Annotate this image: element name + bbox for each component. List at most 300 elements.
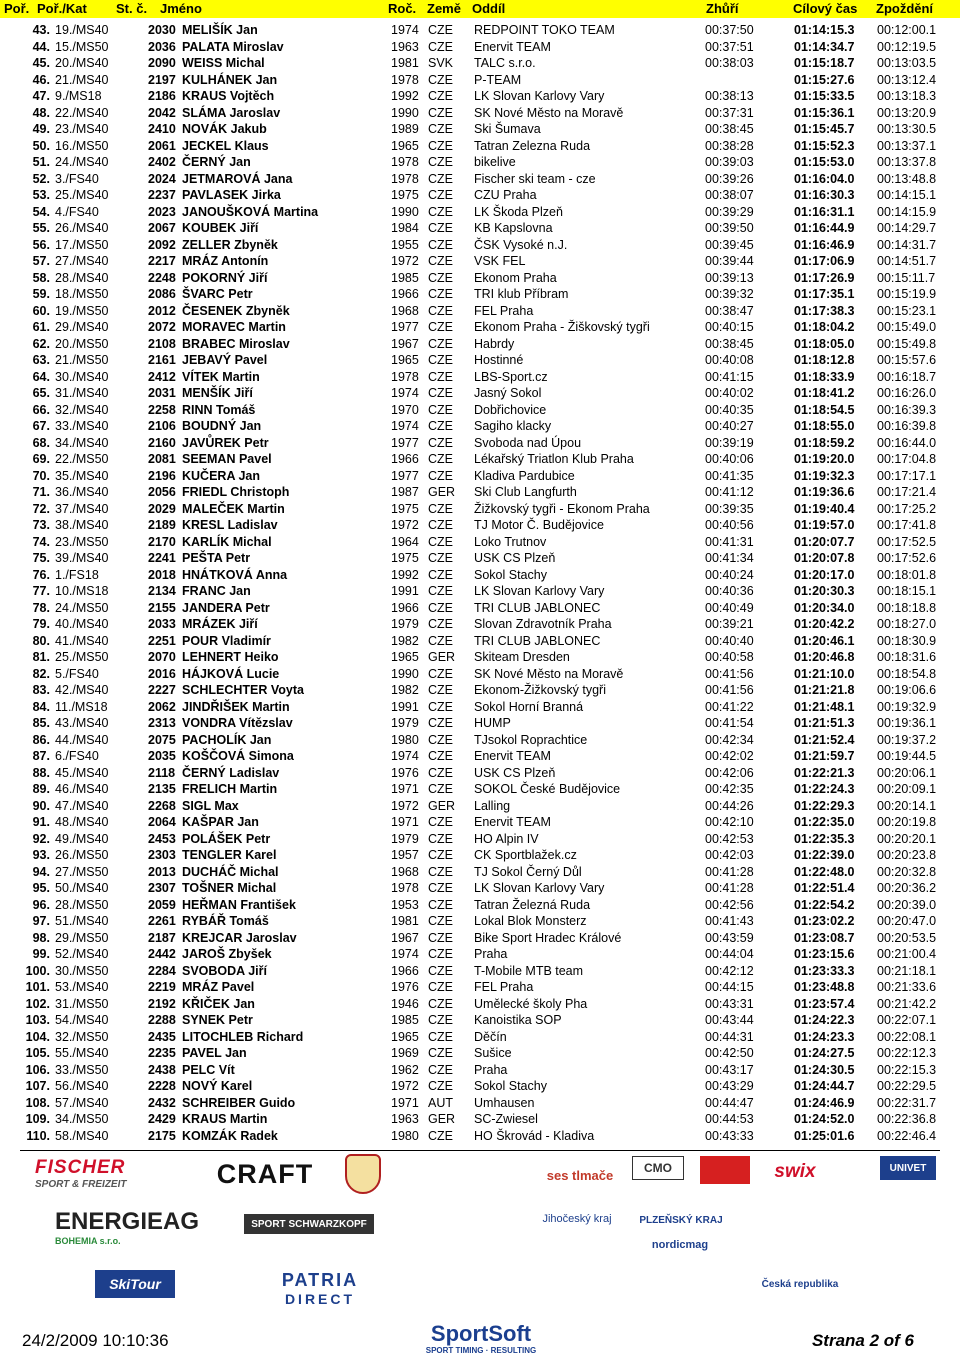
result-start-number: 2092 [148, 237, 176, 252]
print-datetime: 24/2/2009 10:10:36 [22, 1331, 169, 1350]
result-club: Dobřichovice [474, 402, 547, 417]
result-category-rank: 31./MS50 [55, 996, 109, 1011]
table-row [0, 369, 960, 386]
result-country: CZE [428, 963, 453, 978]
result-birth-year: 1968 [391, 303, 419, 318]
result-category-rank: 52./MS40 [55, 947, 109, 961]
result-start-number: 2196 [148, 468, 176, 483]
result-category-rank: 10./MS18 [55, 584, 109, 598]
result-country: CZE [428, 1079, 453, 1093]
result-name: JANDERA Petr [182, 600, 270, 615]
result-finish-time: 01:23:08.7 [794, 930, 855, 945]
result-finish-time: 01:21:51.3 [794, 716, 855, 730]
table-row [0, 187, 960, 204]
result-country: CZE [428, 996, 453, 1011]
result-birth-year: 1980 [391, 732, 419, 747]
result-split-time: 00:41:12 [705, 485, 754, 499]
result-category-rank: 29./MS50 [55, 930, 109, 945]
header-finish: Cílový čas [793, 1, 858, 16]
result-position: 51. [32, 155, 50, 169]
result-position: 106. [25, 1062, 50, 1077]
result-time-gap: 00:20:19.8 [877, 815, 937, 829]
result-country: CZE [428, 864, 453, 879]
result-country: CZE [428, 369, 453, 384]
result-country: CZE [428, 204, 453, 219]
result-birth-year: 1984 [391, 221, 419, 235]
result-name: PAVLASEK Jirka [182, 188, 281, 202]
result-start-number: 2029 [148, 501, 176, 516]
result-club: ČSK Vysoké n.J. [474, 237, 568, 252]
table-row [0, 996, 960, 1013]
result-name: JAVŮREK Petr [182, 435, 269, 450]
result-split-time: 00:44:04 [705, 947, 754, 961]
result-time-gap: 00:20:23.8 [877, 848, 937, 862]
result-start-number: 2030 [148, 23, 176, 37]
result-split-time: 00:42:34 [705, 732, 754, 747]
result-birth-year: 1962 [391, 1062, 419, 1077]
club-crest-icon [345, 1154, 381, 1194]
result-birth-year: 1974 [391, 23, 419, 37]
result-birth-year: 1971 [391, 782, 419, 796]
result-category-rank: 34./MS40 [55, 435, 109, 450]
result-finish-time: 01:16:04.0 [794, 171, 855, 186]
result-position: 68. [32, 435, 50, 450]
result-finish-time: 01:22:35.3 [794, 831, 855, 846]
result-country: CZE [428, 782, 453, 796]
table-row [0, 1012, 960, 1029]
result-club: Loko Trutnov [474, 534, 547, 549]
result-club: TJ Sokol Černý Důl [474, 864, 582, 879]
result-time-gap: 00:18:18.8 [877, 600, 937, 615]
result-start-number: 2081 [148, 452, 176, 466]
result-split-time: 00:40:35 [705, 402, 754, 417]
result-country: GER [428, 1112, 456, 1126]
result-category-rank: 18./MS50 [55, 287, 109, 301]
result-split-time: 00:42:02 [705, 749, 754, 763]
result-finish-time: 01:20:46.1 [794, 633, 855, 648]
result-split-time: 00:44:53 [705, 1112, 754, 1126]
result-finish-time: 01:19:40.4 [794, 501, 855, 516]
result-split-time: 00:41:34 [705, 551, 754, 565]
table-row [0, 1029, 960, 1046]
result-time-gap: 00:20:53.5 [877, 930, 937, 945]
result-country: CZE [428, 930, 453, 945]
result-country: CZE [428, 914, 453, 928]
result-finish-time: 01:17:06.9 [794, 254, 855, 268]
table-row [0, 781, 960, 798]
result-time-gap: 00:19:44.5 [877, 749, 937, 763]
result-position: 107. [25, 1079, 50, 1093]
result-name: JETMAROVÁ Jana [182, 171, 293, 186]
result-time-gap: 00:21:00.4 [877, 947, 937, 961]
result-category-rank: 54./MS40 [55, 1013, 109, 1027]
result-split-time: 00:41:31 [705, 534, 754, 549]
result-time-gap: 00:19:37.2 [877, 732, 937, 747]
result-split-time: 00:42:35 [705, 782, 754, 796]
result-position: 86. [32, 732, 50, 747]
result-split-time: 00:39:44 [705, 254, 754, 268]
result-birth-year: 1964 [391, 534, 419, 549]
result-finish-time: 01:19:32.3 [794, 468, 855, 483]
fischer-logo-text: FISCHER [35, 1156, 126, 1178]
result-start-number: 2284 [148, 963, 176, 978]
result-position: 90. [32, 798, 50, 813]
result-split-time: 00:40:27 [705, 419, 754, 433]
result-finish-time: 01:22:35.0 [794, 815, 855, 829]
patria-logo [260, 1268, 380, 1308]
table-row [0, 831, 960, 848]
univet-logo: UNIVET [880, 1156, 936, 1180]
result-split-time: 00:39:45 [705, 237, 754, 252]
table-row [0, 451, 960, 468]
result-time-gap: 00:17:21.4 [877, 485, 937, 499]
result-name: NOVÝ Karel [182, 1079, 253, 1093]
table-row [0, 253, 960, 270]
result-finish-time: 01:16:30.3 [794, 188, 855, 202]
result-split-time: 00:38:45 [705, 336, 754, 351]
result-split-time: 00:43:31 [705, 996, 754, 1011]
result-club: Žižkovský tygři - Ekonom Praha [474, 501, 650, 516]
result-time-gap: 00:22:29.5 [877, 1079, 937, 1093]
result-birth-year: 1966 [391, 963, 419, 978]
result-birth-year: 1992 [391, 567, 419, 582]
result-club: Enervit TEAM [474, 39, 551, 54]
result-birth-year: 1974 [391, 386, 419, 400]
result-time-gap: 00:20:32.8 [877, 864, 937, 879]
result-country: CZE [428, 435, 453, 450]
result-time-gap: 00:20:20.1 [877, 831, 937, 846]
result-club: TJ Motor Č. Budějovice [474, 518, 604, 532]
result-birth-year: 1977 [391, 468, 419, 483]
result-name: POUR Vladimír [182, 633, 271, 648]
result-finish-time: 01:22:24.3 [794, 782, 855, 796]
result-club: Ekonom-Žižkovský tygři [474, 683, 606, 697]
table-row [0, 699, 960, 716]
result-name: SYNEK Petr [182, 1013, 253, 1027]
result-birth-year: 1965 [391, 353, 419, 367]
result-start-number: 2402 [148, 155, 176, 169]
table-row [0, 303, 960, 320]
result-split-time: 00:41:28 [705, 864, 754, 879]
result-club: VSK FEL [474, 254, 526, 268]
result-club: TJsokol Roprachtice [474, 732, 588, 747]
result-time-gap: 00:14:29.7 [877, 221, 937, 235]
result-time-gap: 00:16:39.8 [877, 419, 937, 433]
result-country: CZE [428, 122, 453, 136]
table-row [0, 468, 960, 485]
cmo-logo: CMO [632, 1156, 684, 1180]
result-birth-year: 1992 [391, 89, 419, 103]
result-birth-year: 1985 [391, 1013, 419, 1027]
table-row [0, 567, 960, 584]
table-row [0, 534, 960, 551]
result-time-gap: 00:16:18.7 [877, 369, 937, 384]
result-birth-year: 1978 [391, 369, 419, 384]
result-club: USK CS Plzeň [474, 551, 556, 565]
result-finish-time: 01:18:04.2 [794, 320, 855, 334]
table-row [0, 946, 960, 963]
fischer-logo [35, 1156, 165, 1190]
table-row [0, 1062, 960, 1079]
result-start-number: 2170 [148, 534, 176, 549]
result-finish-time: 01:24:23.3 [794, 1029, 855, 1044]
result-birth-year: 1968 [391, 864, 419, 879]
result-name: LITOCHLEB Richard [182, 1029, 304, 1044]
result-name: VÍTEK Martin [182, 369, 260, 384]
sportsoft-logo-sub: SPORT TIMING · RESULTING [425, 1346, 537, 1355]
result-split-time: 00:38:03 [705, 56, 754, 70]
result-finish-time: 01:15:52.3 [794, 138, 855, 153]
result-birth-year: 1982 [391, 683, 419, 697]
result-start-number: 2118 [148, 765, 176, 780]
result-start-number: 2307 [148, 881, 176, 895]
result-category-rank: 22./MS40 [55, 105, 109, 120]
result-birth-year: 1975 [391, 501, 419, 516]
results-table [0, 22, 960, 1144]
table-row [0, 88, 960, 105]
result-name: JAROŠ Zbyšek [182, 947, 272, 961]
result-finish-time: 01:23:02.2 [794, 914, 855, 928]
result-start-number: 2067 [148, 221, 176, 235]
result-country: CZE [428, 848, 453, 862]
result-category-rank: 28./MS40 [55, 270, 109, 285]
result-finish-time: 01:22:29.3 [794, 798, 855, 813]
result-time-gap: 00:20:14.1 [877, 798, 937, 813]
plzensky-logo: PLZEŇSKÝ KRAJ [639, 1214, 723, 1226]
result-finish-time: 01:17:35.1 [794, 287, 855, 301]
result-country: CZE [428, 468, 453, 483]
result-birth-year: 1966 [391, 600, 419, 615]
result-finish-time: 01:22:54.2 [794, 897, 855, 912]
result-country: CZE [428, 716, 453, 730]
result-name: HÁJKOVÁ Lucie [182, 666, 280, 681]
result-time-gap: 00:18:54.8 [877, 666, 937, 681]
result-start-number: 2251 [148, 633, 176, 648]
result-split-time: 00:37:50 [705, 23, 754, 37]
result-birth-year: 1965 [391, 138, 419, 153]
result-club: TRI klub Příbram [474, 287, 569, 301]
result-country: CZE [428, 221, 453, 235]
result-name: POKORNÝ Jiří [182, 270, 268, 285]
result-position: 94. [32, 864, 50, 879]
result-club: Enervit TEAM [474, 815, 551, 829]
result-time-gap: 00:22:46.4 [877, 1128, 937, 1143]
result-birth-year: 1974 [391, 749, 419, 763]
result-start-number: 2438 [148, 1062, 176, 1077]
result-category-rank: 37./MS40 [55, 501, 109, 516]
result-name: ČESENEK Zbyněk [182, 303, 290, 318]
table-row [0, 616, 960, 633]
result-start-number: 2023 [148, 204, 176, 219]
result-club: LK Slovan Karlovy Vary [474, 584, 605, 598]
result-country: CZE [428, 303, 453, 318]
result-position: 59. [32, 287, 50, 301]
result-country: CZE [428, 749, 453, 763]
result-category-rank: 21./MS50 [55, 353, 109, 367]
result-club: Umělecké školy Pha [474, 996, 588, 1011]
table-row [0, 583, 960, 600]
result-start-number: 2059 [148, 897, 176, 912]
result-split-time: 00:39:32 [705, 287, 754, 301]
result-name: TENGLER Karel [182, 848, 277, 862]
result-country: CZE [428, 765, 453, 780]
result-finish-time: 01:19:57.0 [794, 518, 855, 532]
result-name: KUČERA Jan [182, 468, 261, 483]
table-row [0, 666, 960, 683]
result-start-number: 2217 [148, 254, 176, 268]
result-finish-time: 01:22:51.4 [794, 881, 855, 895]
result-start-number: 2031 [148, 386, 176, 400]
result-time-gap: 00:15:57.6 [877, 353, 937, 367]
result-split-time: 00:40:08 [705, 353, 754, 367]
result-country: CZE [428, 105, 453, 120]
table-row [0, 105, 960, 122]
table-row [0, 1111, 960, 1128]
result-name: POLÁŠEK Petr [182, 831, 271, 846]
result-country: CZE [428, 551, 453, 565]
result-finish-time: 01:23:33.3 [794, 963, 855, 978]
result-position: 110. [26, 1128, 50, 1143]
result-start-number: 2155 [148, 600, 176, 615]
result-category-rank: 29./MS40 [55, 320, 109, 334]
result-split-time: 00:40:56 [705, 518, 754, 532]
result-club: Bike Sport Hradec Králové [474, 930, 622, 945]
result-time-gap: 00:13:20.9 [877, 105, 937, 120]
result-finish-time: 01:16:31.1 [794, 204, 855, 219]
result-position: 100. [25, 963, 50, 978]
result-split-time: 00:43:33 [705, 1128, 754, 1143]
result-country: CZE [428, 815, 453, 829]
result-name: PEŠTA Petr [182, 551, 251, 565]
result-start-number: 2187 [148, 930, 176, 945]
result-finish-time: 01:15:27.6 [794, 72, 855, 87]
result-start-number: 2070 [148, 650, 176, 664]
result-country: GER [428, 650, 456, 664]
result-position: 97. [32, 914, 50, 928]
result-finish-time: 01:21:10.0 [794, 666, 855, 681]
result-name: RINN Tomáš [182, 402, 256, 417]
result-start-number: 2056 [148, 485, 176, 499]
result-finish-time: 01:17:26.9 [794, 270, 855, 285]
result-club: TALC s.r.o. [474, 56, 536, 70]
result-time-gap: 00:19:32.9 [877, 699, 937, 714]
column-header-bar [0, 0, 960, 18]
result-name: KOMZÁK Radek [182, 1128, 278, 1143]
result-finish-time: 01:15:53.0 [794, 155, 855, 169]
result-club: Jasný Sokol [474, 386, 542, 400]
result-club: CK Sportblažek.cz [474, 848, 577, 862]
table-row [0, 39, 960, 56]
result-start-number: 2018 [148, 567, 176, 582]
result-split-time: 00:42:06 [705, 765, 754, 780]
result-name: BRABEC Miroslav [182, 336, 290, 351]
result-time-gap: 00:20:36.2 [877, 881, 937, 895]
result-time-gap: 00:20:09.1 [877, 782, 937, 796]
result-birth-year: 1981 [391, 56, 419, 70]
table-row [0, 270, 960, 287]
result-name: MRÁZEK Jiří [182, 617, 258, 631]
result-category-rank: 27./MS40 [55, 254, 109, 268]
result-club: Slovan Zdravotník Praha [474, 617, 612, 631]
table-row [0, 484, 960, 501]
result-category-rank: 40./MS40 [55, 617, 109, 631]
result-club: SC-Zwiesel [474, 1112, 538, 1126]
table-row [0, 897, 960, 914]
result-time-gap: 00:22:12.3 [877, 1046, 937, 1060]
result-finish-time: 01:19:20.0 [794, 452, 855, 466]
result-birth-year: 1990 [391, 666, 419, 681]
table-row [0, 798, 960, 815]
result-position: 55. [32, 221, 50, 235]
result-birth-year: 1974 [391, 419, 419, 433]
result-club: Enervit TEAM [474, 749, 551, 763]
patria-logo-sub: DIRECT [284, 1290, 356, 1307]
result-finish-time: 01:16:44.9 [794, 221, 855, 235]
result-category-rank: 1./FS18 [55, 567, 99, 582]
result-category-rank: 30./MS40 [55, 369, 109, 384]
result-category-rank: 58./MS40 [55, 1128, 109, 1143]
result-start-number: 2241 [148, 551, 176, 565]
table-row [0, 1078, 960, 1095]
result-time-gap: 00:17:52.6 [877, 551, 937, 565]
table-row [0, 121, 960, 138]
result-time-gap: 00:18:31.6 [877, 650, 937, 664]
result-name: TOŠNER Michal [182, 881, 277, 895]
table-row [0, 352, 960, 369]
result-country: CZE [428, 336, 453, 351]
header-club: Oddíl [472, 1, 506, 16]
result-position: 91. [32, 815, 50, 829]
result-finish-time: 01:20:42.2 [794, 617, 855, 631]
result-category-rank: 24./MS40 [55, 155, 109, 169]
result-country: CZE [428, 831, 453, 846]
result-split-time: 00:44:31 [705, 1029, 754, 1044]
header-split: Zhůří [706, 1, 739, 16]
result-birth-year: 1982 [391, 633, 419, 648]
result-name: FRANC Jan [182, 584, 251, 598]
result-name: NOVÁK Jakub [182, 122, 267, 136]
result-category-rank: 15./MS50 [55, 39, 109, 54]
result-birth-year: 1985 [391, 270, 419, 285]
table-row [0, 847, 960, 864]
result-birth-year: 1976 [391, 980, 419, 994]
result-time-gap: 00:22:31.7 [877, 1095, 937, 1110]
table-row [0, 1128, 960, 1145]
result-category-rank: 21./MS40 [55, 72, 109, 87]
result-category-rank: 34./MS50 [55, 1112, 109, 1126]
result-position: 77. [32, 584, 50, 598]
result-name: SIGL Max [182, 798, 239, 813]
result-country: CZE [428, 1013, 453, 1027]
result-start-number: 2268 [148, 798, 176, 813]
result-birth-year: 1978 [391, 171, 419, 186]
result-club: Děčín [474, 1029, 507, 1044]
result-time-gap: 00:12:00.1 [877, 23, 937, 37]
header-gap: Zpoždění [876, 1, 934, 16]
result-start-number: 2175 [148, 1128, 176, 1143]
result-club: T-Mobile MTB team [474, 963, 584, 978]
result-finish-time: 01:19:36.6 [794, 485, 855, 499]
table-row [0, 732, 960, 749]
table-row [0, 501, 960, 518]
result-name: ŠVARC Petr [182, 287, 253, 301]
result-start-number: 2248 [148, 270, 176, 285]
result-start-number: 2288 [148, 1013, 176, 1027]
result-club: Ekonom Praha [474, 270, 557, 285]
result-name: KARLÍK Michal [182, 534, 272, 549]
result-category-rank: 5./FS40 [55, 666, 99, 681]
result-birth-year: 1953 [391, 897, 419, 912]
